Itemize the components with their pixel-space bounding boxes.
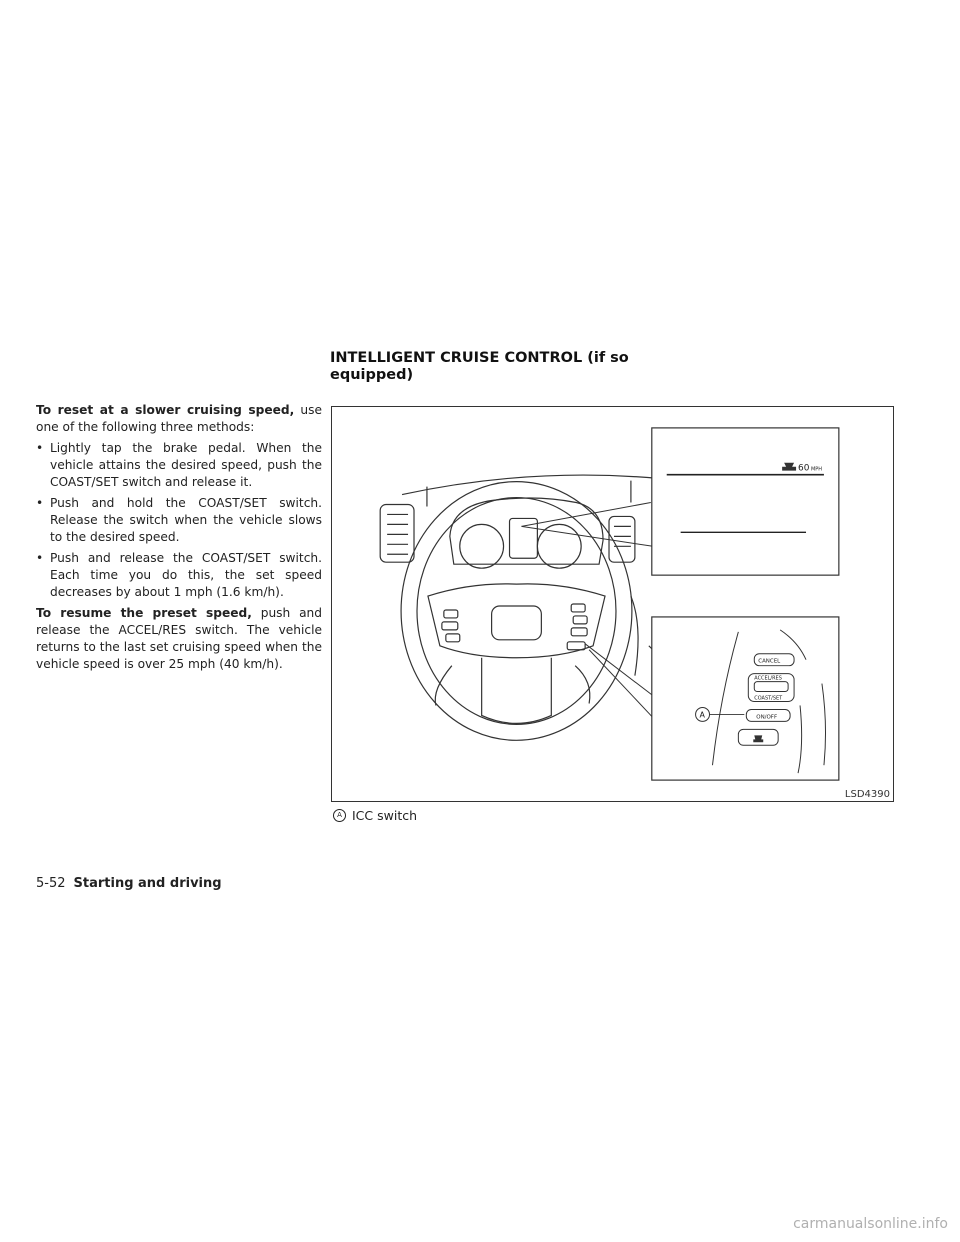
bullet-icon: • bbox=[36, 496, 44, 510]
bullet-icon: • bbox=[36, 551, 44, 565]
page-footer bbox=[36, 876, 222, 891]
switch-zoom-box bbox=[652, 617, 839, 780]
display-unit: MPH bbox=[810, 466, 823, 473]
reset-lead: To reset at a slower cruising speed, bbox=[36, 403, 295, 417]
list-item: • Push and release the COAST/SET switch. Each time you do this, the set speed decreases by about 1 mph (1.6 km/h). bbox=[36, 551, 322, 599]
footer-section: Starting and driving bbox=[73, 876, 222, 891]
caption-text: ICC switch bbox=[352, 808, 418, 823]
resume-lead: To resume the preset speed, bbox=[36, 606, 252, 620]
body-text-column bbox=[36, 402, 322, 677]
display-speed: 60 bbox=[798, 463, 810, 474]
resume-paragraph bbox=[36, 605, 322, 673]
reset-text: use one of the following three methods: bbox=[36, 403, 322, 434]
on-off-label: ON/OFF bbox=[756, 714, 778, 721]
accel-res-label: ACCEL/RES bbox=[754, 675, 782, 682]
dashboard-outline bbox=[402, 475, 661, 495]
section-title: INTELLIGENT CRUISE CONTROL (if so equipped) bbox=[330, 350, 629, 383]
page-number: 5-52 bbox=[36, 876, 66, 891]
list-item: • Lightly tap the brake pedal. When the vehicle attains the desired speed, push the COAST/SET switch and release it. bbox=[36, 441, 322, 489]
coast-set-label: COAST/SET bbox=[754, 695, 783, 702]
reset-methods-list bbox=[36, 440, 322, 601]
watermark: carmanualsonline.info bbox=[793, 1216, 948, 1232]
steering-wheel-hub bbox=[428, 584, 605, 658]
figure-caption bbox=[333, 808, 417, 823]
cancel-label: CANCEL bbox=[758, 658, 781, 665]
steering-wheel-illustration bbox=[332, 407, 893, 801]
figure-code: LSD4390 bbox=[844, 789, 890, 800]
steering-wheel-figure bbox=[331, 406, 894, 802]
callout-letter: A bbox=[699, 710, 705, 720]
reset-paragraph bbox=[36, 402, 322, 436]
display-zoom-box bbox=[652, 428, 839, 575]
list-item: • Push and hold the COAST/SET switch. Release the switch when the vehicle slows to the desired speed. bbox=[36, 496, 322, 544]
bullet-icon: • bbox=[36, 441, 44, 455]
left-vent bbox=[380, 505, 414, 563]
icc-switch-location bbox=[567, 642, 585, 650]
resume-text: push and release the ACCEL/RES switch. The vehicle returns to the last set cruising speed when the vehicle speed is over 25 mph (40 km/h). bbox=[36, 606, 322, 671]
callout-a-icon: A bbox=[333, 809, 346, 822]
